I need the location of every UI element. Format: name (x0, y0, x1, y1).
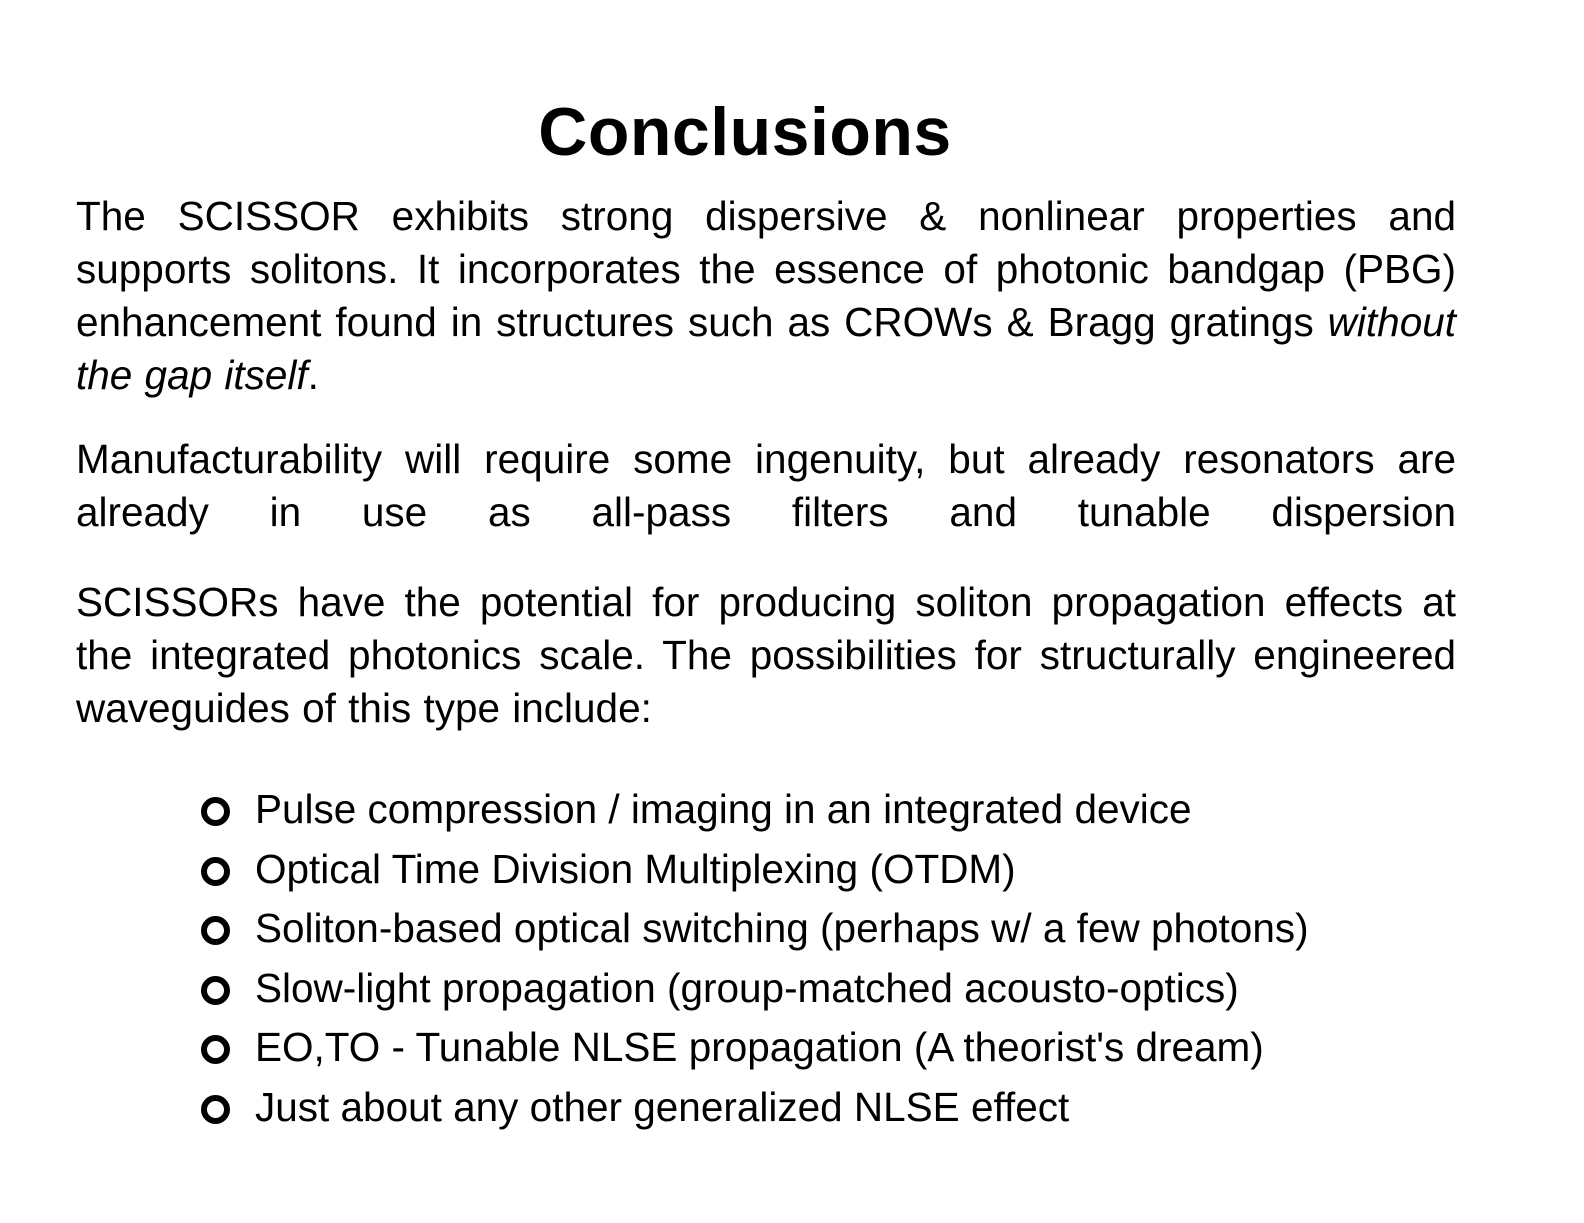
paragraph-1-italic-text: without the gap itself (76, 299, 1456, 398)
list-item (200, 959, 1460, 1019)
possibilities-list (200, 780, 1460, 1137)
paragraph-manufacturability: Manufacturability will require some ingenuity, but already resonators are already in use as all-pass filters and tunable dispersion (76, 436, 1456, 535)
list-item-text: Soliton-based optical switching (perhaps w/ a few photons) (255, 905, 1309, 951)
list-item-text: EO,TO - Tunable NLSE propagation (A theorist's dream) (255, 1024, 1264, 1070)
list-item-text: Pulse compression / imaging in an integrated device (255, 786, 1192, 832)
list-item-text: Optical Time Division Multiplexing (OTDM) (255, 845, 1016, 892)
slide-title: Conclusions (538, 94, 952, 170)
paragraph-scissor-properties (76, 190, 1456, 402)
paragraph-potential: SCISSORs have the potential for producing soliton propagation effects at the integrated photonics scale. The possibilities for structurally engineered waveguides of this type include: (76, 579, 1456, 731)
paragraph-1-end-text: . (307, 352, 319, 398)
list-item-text: Slow-light propagation (group-matched acousto-optics) (255, 964, 1239, 1011)
hollow-circle-icon (201, 797, 230, 826)
hollow-circle-icon (201, 916, 230, 945)
hollow-circle-icon (201, 857, 230, 886)
paragraph-1-text: The SCISSOR exhibits strong dispersive & nonlinear properties and supports solitons. It incorporates the essence of photonic bandgap (PBG) enhancement found in structures such as CROWs & Bragg gratings (76, 193, 1456, 345)
list-item (200, 899, 1460, 959)
hollow-circle-icon (201, 1095, 230, 1124)
hollow-circle-icon (201, 1035, 230, 1064)
list-item (200, 1018, 1460, 1078)
list-item (200, 840, 1460, 900)
list-item (200, 1078, 1460, 1138)
list-item (200, 780, 1460, 840)
list-item-text: Just about any other generalized NLSE effect (255, 1083, 1070, 1130)
hollow-circle-icon (201, 976, 230, 1005)
